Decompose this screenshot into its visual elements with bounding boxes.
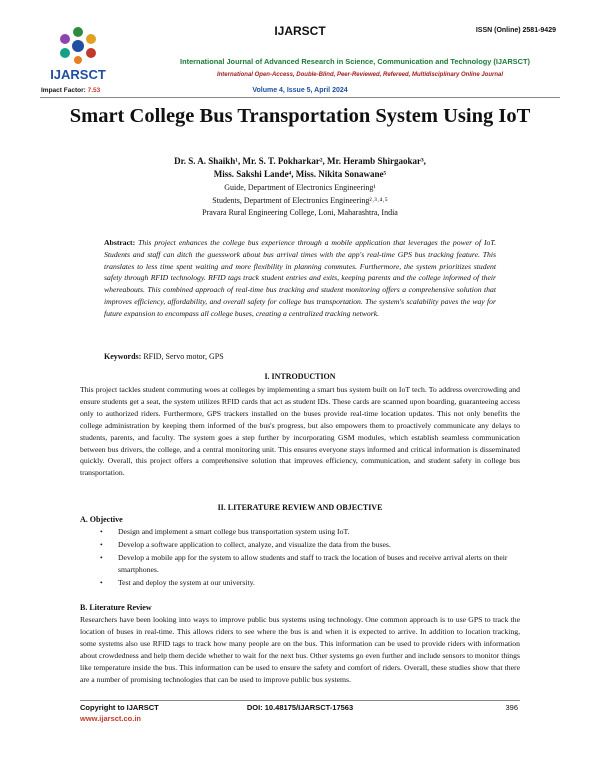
- list-item: • Develop a software application to collect, analyze, and visualize the data from the buses.: [100, 539, 520, 551]
- affiliations: [60, 182, 540, 220]
- page-number: 396: [505, 703, 518, 712]
- literature-heading: II. LITERATURE REVIEW AND OBJECTIVE: [217, 503, 383, 512]
- list-item: • Develop a mobile app for the system to allow students and staff to track the location of buses and receive arrival alerts on their smartphones.: [100, 552, 520, 576]
- impact-label: Impact Factor:: [41, 87, 86, 94]
- journal-short-title: IJARSCT: [274, 24, 326, 38]
- intro-paragraph: This project tackles student commuting woes at colleges by implementing a smart bus system built on IoT tech. To address overcrowding and ensure students get a seat, the system utilizes RFID cards that act as student IDs. These cards are scanned upon boarding, guaranteeing access only to authorized riders. Furthermore, GPS trackers installed on the buses provide real-time location updates. This not only benefits the college administration by keeping them informed of the bus's progress, but also empowers them to proactively communicate any delays to students, parents, and faculty. The system goes a step further by incorporating GSM modules, which establish seamless communication between bus drivers, the college, and a central monitoring unit. This ensures everyone stays informed and critical information is disseminated quickly. Overall, this project offers a comprehensive solution that improves efficiency, communication, and student safety in college bus transportation.: [80, 385, 520, 478]
- intro-heading: I. INTRODUCTION: [264, 372, 336, 381]
- list-item: • Design and implement a smart college bus transportation system using IoT.: [100, 526, 520, 538]
- keywords-label: Keywords:: [104, 352, 142, 361]
- keywords: [104, 351, 496, 363]
- abstract: [104, 237, 496, 320]
- literature-review-paragraph: Researchers have been looking into ways to improve public bus systems using technology. One common approach is to use GPS to track the location of buses in real-time. This allows riders to see where the bus is and when it is expected to arrive. In addition to location tracking, some systems also use RFID tags to track how many people are on the bus. This information can be used to provide riders with information about crowdedness and help them decide whether to wait for the next bus. Other systems go even further and include sensors to monitor things like temperature inside the bus. This information can be used to ensure the safety and comfort of riders. Overall, these studies show that there are a number of promising technologies that can be used to improve public bus systems.: [80, 615, 520, 684]
- affiliation-college: Pravara Rural Engineering College, Loni, Maharashtra, India: [202, 208, 398, 217]
- objective-list: [100, 526, 520, 590]
- journal-subtitle: International Open-Access, Double-Blind, Peer-Reviewed, Refereed, Multidisciplinary Online Journal: [216, 72, 504, 78]
- objective-heading: A. Objective: [80, 515, 123, 524]
- author-list: [60, 155, 540, 180]
- authors-line-1: Dr. S. A. Shaikh¹, Mr. S. T. Pokharkar², Mr. Heramb Shirgaokar³,: [174, 156, 426, 166]
- abstract-text: This project enhances the college bus experience through a mobile application that leverages the power of IoT. Students and staff can ditch the guesswork about bus arrival times with the app's real-time GPS bus tracking feature. This translates to less time spent waiting and more flexibility in planning commutes. Furthermore, the system prioritizes student safety through RFID technology. RFID tags track student entries and exits, keeping parents and the college informed of their whereabouts. This combined approach of real-time bus tracking and student monitoring offers a comprehensive solution that improves efficiency, affordability, and overall safety for college bus transportation. The system's scalability paves the way for future expansion to encompass all college buses, creating a centralized tracking network.: [104, 238, 496, 318]
- affiliation-guide: Guide, Department of Electronics Engineering¹: [224, 183, 376, 192]
- paper-title: Smart College Bus Transportation System Using IoT: [69, 105, 531, 127]
- keywords-text: RFID, Servo motor, GPS: [143, 352, 224, 361]
- impact-value: 7.53: [87, 87, 101, 94]
- list-item: • Test and deploy the system at our university.: [100, 577, 520, 589]
- website-link[interactable]: www.ijarsct.co.in: [80, 714, 141, 723]
- affiliation-students: Students, Department of Electronics Engineering²˒³˒⁴˒⁵: [212, 195, 388, 205]
- journal-logo: [38, 24, 118, 82]
- issn-label: ISSN (Online) 2581-9429: [475, 27, 556, 34]
- header-divider: [40, 97, 560, 98]
- footer-divider: [80, 700, 520, 701]
- volume-issue: Volume 4, Issue 5, April 2024: [252, 87, 348, 94]
- authors-line-2: Miss. Sakshi Lande⁴, Miss. Nikita Sonawane⁵: [213, 168, 387, 179]
- svg-text:IJARSCT: IJARSCT: [50, 67, 106, 82]
- doi-label: DOI: 10.48175/IJARSCT-17563: [246, 703, 354, 712]
- copyright-label: Copyright to IJARSCT: [80, 703, 159, 712]
- abstract-label: Abstract:: [104, 238, 136, 247]
- logo-emblem-icon: [38, 24, 118, 82]
- literature-review-heading: B. Literature Review: [80, 603, 152, 612]
- journal-full-title: International Journal of Advanced Research in Science, Communication and Technology (IJARSCT): [180, 57, 530, 66]
